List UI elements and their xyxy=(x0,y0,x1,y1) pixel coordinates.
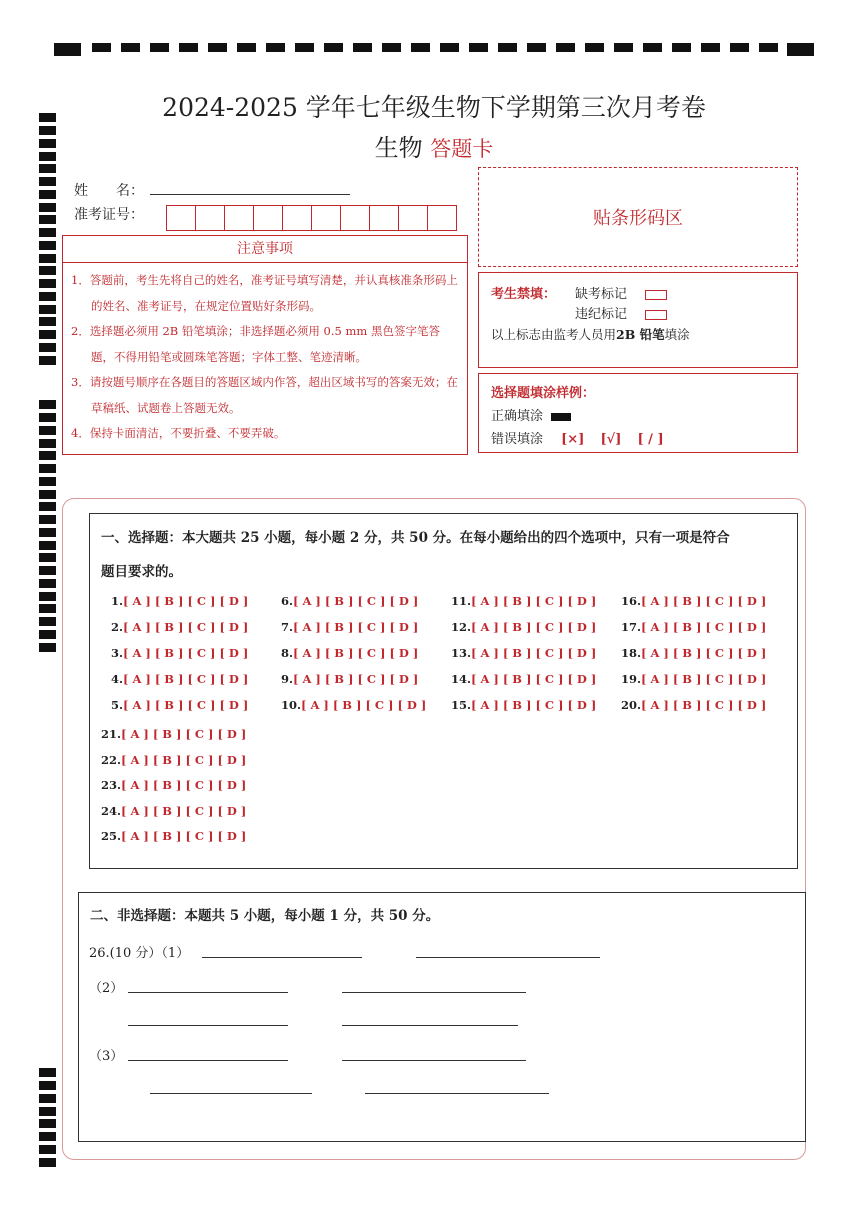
timing-mark xyxy=(39,1119,56,1128)
name-field[interactable] xyxy=(150,194,350,195)
question-number: 7. xyxy=(281,620,294,634)
timing-mark xyxy=(39,477,56,486)
timing-mark xyxy=(39,617,56,626)
barcode-area xyxy=(478,167,798,267)
question-number: 21. xyxy=(101,727,122,741)
choice-options[interactable]: [ A ] [ B ] [ C ] [ D ] xyxy=(301,698,427,712)
timing-mark xyxy=(39,1107,56,1116)
timing-mark xyxy=(39,490,56,499)
answer-line[interactable] xyxy=(128,992,288,993)
timing-mark xyxy=(39,215,56,224)
timing-mark xyxy=(39,541,56,550)
timing-mark xyxy=(39,579,56,588)
wrong-mark: [ / ] xyxy=(637,432,664,447)
timing-mark xyxy=(39,426,56,435)
choice-question[interactable] xyxy=(451,672,596,686)
choice-options[interactable]: [ A ] [ B ] [ C ] [ D ] xyxy=(123,672,249,686)
choice-options[interactable]: [ A ] [ B ] [ C ] [ D ] xyxy=(121,778,247,792)
question-number: 17. xyxy=(621,620,642,634)
choice-options[interactable]: [ A ] [ B ] [ C ] [ D ] xyxy=(641,672,767,686)
notice-title: 注意事项 xyxy=(63,236,467,263)
timing-mark xyxy=(39,228,56,237)
examiner-only-box xyxy=(478,272,798,368)
id-digit-box[interactable] xyxy=(398,205,428,231)
choice-question[interactable] xyxy=(451,594,596,608)
choice-question[interactable] xyxy=(281,698,426,712)
answer-line[interactable] xyxy=(342,1025,518,1026)
choice-options[interactable]: [ A ] [ B ] [ C ] [ D ] xyxy=(471,672,597,686)
answer-line[interactable] xyxy=(342,1060,526,1061)
timing-mark xyxy=(39,566,56,575)
timing-mark xyxy=(39,1081,56,1090)
question-number: 4. xyxy=(111,672,124,686)
choice-question[interactable] xyxy=(621,672,766,686)
question-number: 18. xyxy=(621,646,642,660)
choice-question[interactable] xyxy=(281,672,418,686)
question-number: 15. xyxy=(451,698,472,712)
choice-question[interactable] xyxy=(621,646,766,660)
timing-mark xyxy=(39,400,56,409)
question-number: 24. xyxy=(101,803,122,818)
choice-options[interactable]: [ A ] [ B ] [ C ] [ D ] xyxy=(121,727,247,741)
question-number: 20. xyxy=(621,698,642,712)
timing-mark xyxy=(39,305,56,314)
id-digit-box[interactable] xyxy=(427,205,457,231)
choice-question[interactable] xyxy=(101,804,246,818)
name-label: 姓 名： xyxy=(74,183,144,199)
violation-mark-box[interactable] xyxy=(645,310,667,320)
question-number: 16. xyxy=(621,594,642,608)
question-number: 1. xyxy=(111,594,124,608)
choice-options[interactable]: [ A ] [ B ] [ C ] [ D ] xyxy=(293,646,419,660)
correct-fill-mark xyxy=(551,413,571,421)
card-subtitle: 答题卡 xyxy=(430,137,494,161)
choice-options[interactable]: [ A ] [ B ] [ C ] [ D ] xyxy=(471,594,597,608)
timing-mark xyxy=(39,502,56,511)
choice-question[interactable] xyxy=(101,829,246,843)
choice-question[interactable] xyxy=(451,698,596,712)
choice-options[interactable]: [ A ] [ B ] [ C ] [ D ] xyxy=(471,698,597,712)
timing-mark xyxy=(39,1145,56,1154)
choice-question[interactable] xyxy=(111,698,248,712)
timing-mark xyxy=(39,343,56,352)
forbid-label: 考生禁填： xyxy=(491,287,557,302)
sample-title: 选择题填涂样例： xyxy=(491,386,596,401)
choice-question[interactable] xyxy=(281,594,418,608)
forbid-note-suffix: 填涂 xyxy=(664,327,690,342)
choice-options[interactable]: [ A ] [ B ] [ C ] [ D ] xyxy=(641,646,767,660)
timing-mark xyxy=(39,528,56,537)
timing-mark xyxy=(39,604,56,613)
id-digit-box[interactable] xyxy=(311,205,341,231)
choice-question[interactable] xyxy=(281,620,418,634)
notice-item: 1．答题前，考生先将自己的姓名，准考证号填写清楚，并认真核准条形码上的姓名、准考证号，在规定位置贴好条形码。 xyxy=(71,273,458,313)
timing-mark xyxy=(39,413,56,422)
choice-options[interactable]: [ A ] [ B ] [ C ] [ D ] xyxy=(641,620,767,634)
non-choice-section xyxy=(78,892,806,1142)
choice-question[interactable] xyxy=(621,620,766,634)
card-title xyxy=(0,128,868,163)
id-digit-box[interactable] xyxy=(340,205,370,231)
subject-label: 生物 xyxy=(374,134,423,162)
forbid-note-bold: 2B 铅笔 xyxy=(616,327,665,342)
violation-label: 违纪标记 xyxy=(575,307,628,322)
timing-mark xyxy=(39,1158,56,1167)
timing-mark xyxy=(39,643,56,652)
question-number: 12. xyxy=(451,620,472,634)
choice-question[interactable] xyxy=(621,594,766,608)
wrong-label: 错误填涂 xyxy=(491,432,544,447)
choice-options[interactable]: [ A ] [ B ] [ C ] [ D ] xyxy=(293,620,419,634)
timing-mark xyxy=(39,439,56,448)
timing-mark xyxy=(39,292,56,301)
choice-options[interactable]: [ A ] [ B ] [ C ] [ D ] xyxy=(121,803,247,818)
choice-options[interactable]: [ A ] [ B ] [ C ] [ D ] xyxy=(123,698,249,712)
choice-heading-line2: 题目要求的。 xyxy=(101,564,182,580)
notice-box xyxy=(62,235,468,455)
timing-mark xyxy=(39,1068,56,1077)
forbid-note-prefix: 以上标志由监考人员用 xyxy=(491,327,617,342)
choice-options[interactable]: [ A ] [ B ] [ C ] [ D ] xyxy=(123,646,249,660)
question-number: 10. xyxy=(281,698,302,712)
choice-question[interactable] xyxy=(101,753,246,767)
timing-mark xyxy=(39,1132,56,1141)
choice-question[interactable] xyxy=(111,594,248,608)
timing-mark xyxy=(39,330,56,339)
id-digit-box[interactable] xyxy=(369,205,399,231)
choice-question[interactable] xyxy=(451,646,596,660)
exam-title: 2024-2025 学年七年级生物下学期第三次月考卷 xyxy=(162,93,706,122)
notice-item: 4．保持卡面清洁，不要折叠、不要弄破。 xyxy=(71,426,286,440)
answer-line[interactable] xyxy=(342,992,526,993)
answer-line[interactable] xyxy=(128,1025,288,1026)
timing-mark xyxy=(39,1094,56,1103)
choice-question[interactable] xyxy=(281,646,418,660)
id-label: 准考证号： xyxy=(74,207,144,223)
wrong-mark: [×] xyxy=(561,432,585,447)
notice-item: 2．选择题必须用 2B 铅笔填涂；非选择题必须用 0.5 mm 黑色签字笔答题，不得用铅笔或圆珠笔答题；字体工整、笔迹清晰。 xyxy=(71,324,440,364)
question-number: 19. xyxy=(621,672,642,686)
absent-label: 缺考标记 xyxy=(575,287,628,302)
question-number: 3. xyxy=(111,646,124,660)
choice-question[interactable] xyxy=(621,698,766,712)
choice-options[interactable]: [ A ] [ B ] [ C ] [ D ] xyxy=(121,752,247,767)
timing-mark xyxy=(39,241,56,250)
timing-mark xyxy=(39,317,56,326)
part-2-label: （2） xyxy=(89,981,124,996)
timing-mark xyxy=(39,266,56,275)
timing-mark xyxy=(39,553,56,562)
choice-options[interactable]: [ A ] [ B ] [ C ] [ D ] xyxy=(123,594,249,608)
correct-label: 正确填涂 xyxy=(491,409,544,424)
choice-heading-line1: 一、选择题：本大题共 25 小题，每小题 2 分，共 50 分。在每小题给出的四个选项中，只有一项是符合 xyxy=(101,530,730,546)
timing-mark xyxy=(39,177,56,186)
id-digit-box[interactable] xyxy=(224,205,254,231)
timing-mark xyxy=(39,164,56,173)
fill-sample-box xyxy=(478,373,798,453)
answer-line[interactable] xyxy=(150,1093,312,1094)
notice-item: 3．请按题号顺序在各题目的答题区域内作答，超出区域书写的答案无效；在草稿纸、试题卷上答题无效。 xyxy=(71,375,458,415)
choice-options[interactable]: [ A ] [ B ] [ C ] [ D ] xyxy=(641,698,767,712)
timing-mark xyxy=(39,356,56,365)
question-number: 8. xyxy=(281,646,294,660)
question-number: 22. xyxy=(101,752,122,767)
id-digit-box[interactable] xyxy=(253,205,283,231)
timing-mark xyxy=(39,464,56,473)
question-number: 25. xyxy=(101,829,122,843)
question-number: 11. xyxy=(451,594,472,608)
question-number: 14. xyxy=(451,672,472,686)
answer-line[interactable] xyxy=(128,1060,288,1061)
choice-question[interactable] xyxy=(451,620,596,634)
timing-mark xyxy=(39,254,56,263)
id-digit-box[interactable] xyxy=(195,205,225,231)
timing-mark xyxy=(39,630,56,639)
wrong-mark: [√] xyxy=(600,432,622,447)
choice-options[interactable]: [ A ] [ B ] [ C ] [ D ] xyxy=(293,672,419,686)
choice-options[interactable]: [ A ] [ B ] [ C ] [ D ] xyxy=(471,620,597,634)
choice-options[interactable]: [ A ] [ B ] [ C ] [ D ] xyxy=(641,594,767,608)
answer-line[interactable] xyxy=(202,957,362,958)
barcode-label: 贴条形码区 xyxy=(593,208,683,229)
id-number-boxes[interactable] xyxy=(166,205,456,231)
timing-mark xyxy=(39,592,56,601)
part-3-label: （3） xyxy=(89,1049,124,1064)
timing-mark xyxy=(39,451,56,460)
choice-question[interactable] xyxy=(111,672,248,686)
question-number: 6. xyxy=(281,594,294,608)
question-number: 9. xyxy=(281,672,294,686)
answer-line[interactable] xyxy=(365,1093,549,1094)
question-number: 2. xyxy=(111,620,124,634)
non-choice-heading: 二、非选择题：本题共 5 小题，每小题 1 分，共 50 分。 xyxy=(90,908,440,924)
choice-options[interactable]: [ A ] [ B ] [ C ] [ D ] xyxy=(293,594,419,608)
question-number: 5. xyxy=(111,698,124,712)
id-digit-box[interactable] xyxy=(166,205,196,231)
choice-question[interactable] xyxy=(111,620,248,634)
choice-question[interactable] xyxy=(101,727,246,741)
question-number: 13. xyxy=(451,646,472,660)
timing-mark xyxy=(39,203,56,212)
timing-mark xyxy=(39,190,56,199)
choice-options[interactable]: [ A ] [ B ] [ C ] [ D ] xyxy=(471,646,597,660)
question-number: 23. xyxy=(101,778,122,792)
timing-mark xyxy=(39,515,56,524)
choice-options[interactable]: [ A ] [ B ] [ C ] [ D ] xyxy=(121,829,247,843)
choice-question[interactable] xyxy=(111,646,248,660)
choice-options[interactable]: [ A ] [ B ] [ C ] [ D ] xyxy=(123,620,249,634)
absent-mark-box[interactable] xyxy=(645,290,667,300)
q26-label: 26.(10 分）（1） xyxy=(89,946,190,961)
answer-line[interactable] xyxy=(416,957,600,958)
timing-mark xyxy=(39,279,56,288)
choice-question[interactable] xyxy=(101,778,246,792)
id-digit-box[interactable] xyxy=(282,205,312,231)
